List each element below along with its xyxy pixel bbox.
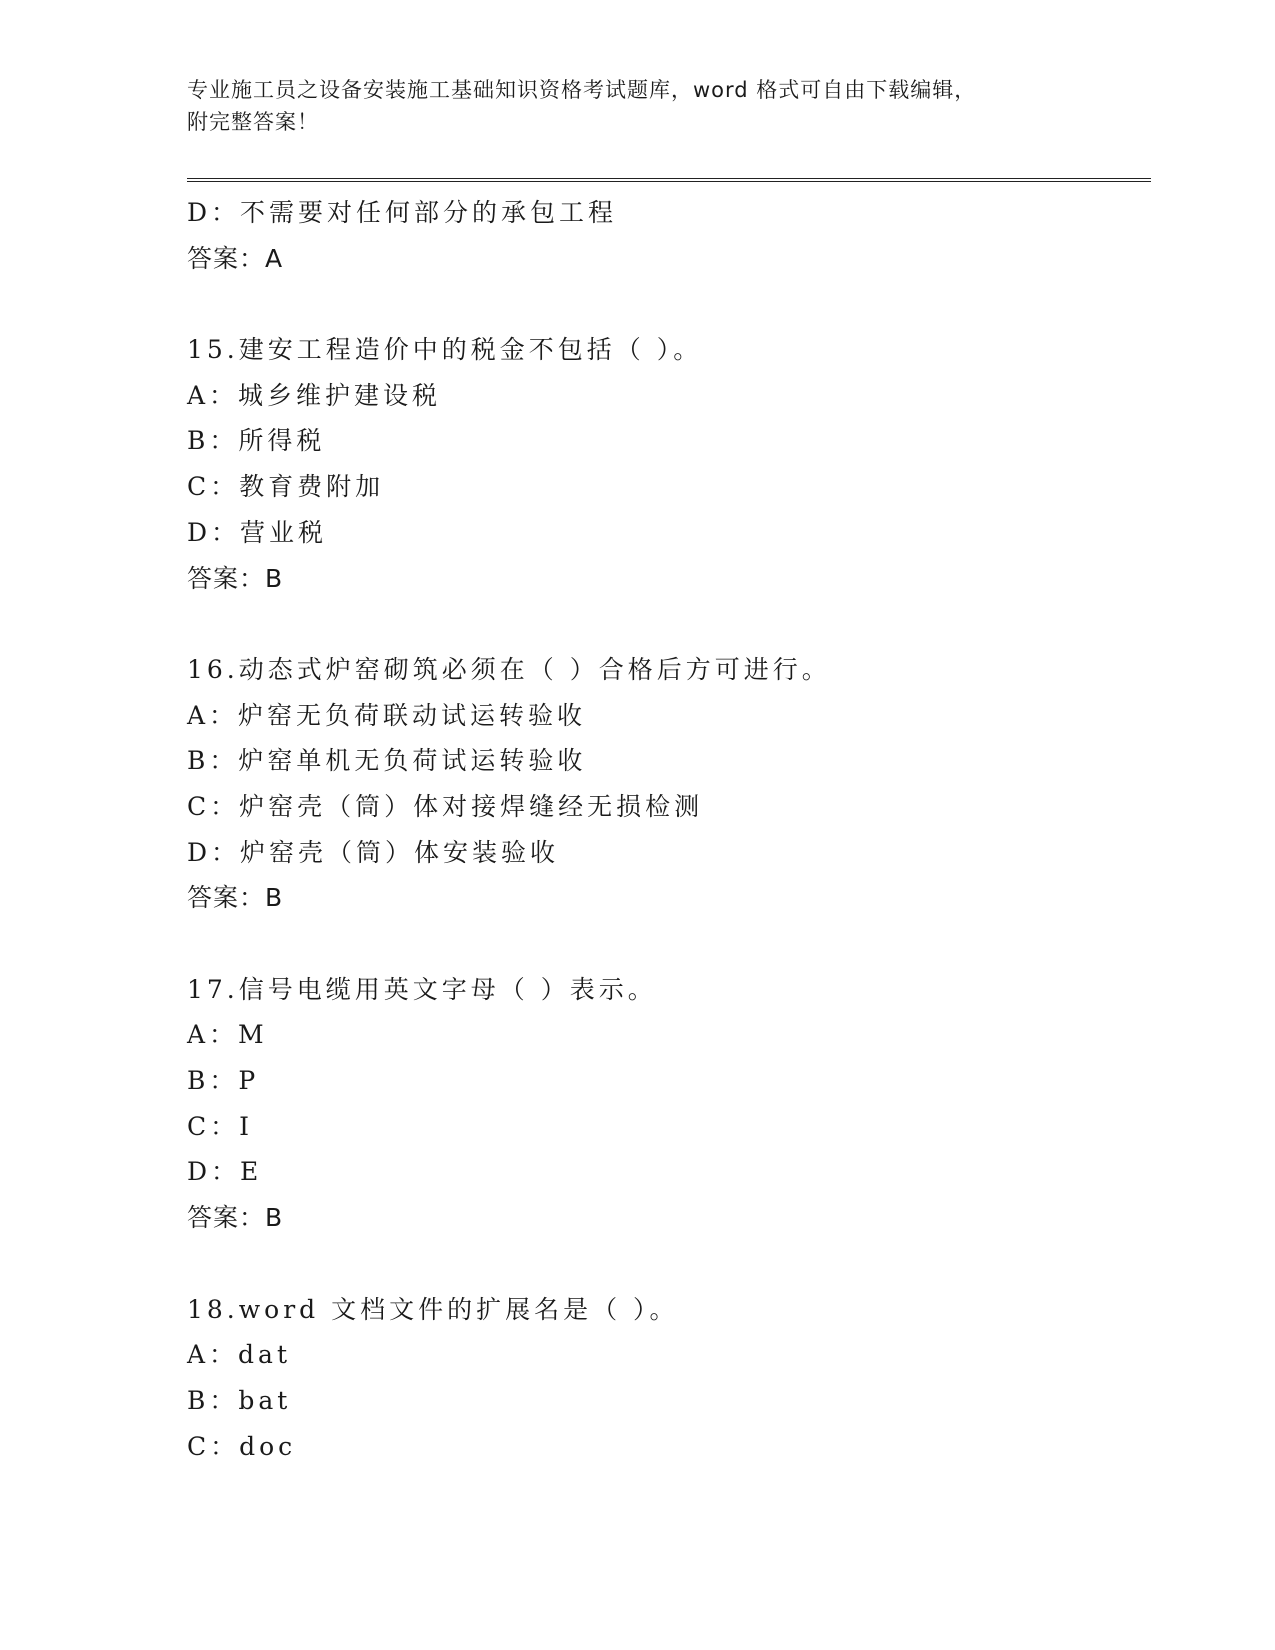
question-17-answer: 答案：B bbox=[187, 1203, 284, 1233]
question-17-stem: 17.信号电缆用英文字母（ ）表示。 bbox=[187, 974, 657, 1004]
option-d-continued: D：不需要对任何部分的承包工程 bbox=[187, 198, 618, 227]
spacer bbox=[187, 921, 1147, 967]
header-divider bbox=[187, 178, 1151, 182]
spacer bbox=[187, 601, 1147, 647]
header-line-2: 附完整答案！ bbox=[187, 110, 319, 134]
answer-14: 答案：A bbox=[187, 243, 284, 273]
question-16-answer: 答案：B bbox=[187, 883, 284, 913]
document-header bbox=[187, 74, 1087, 138]
question-list bbox=[187, 190, 1147, 1469]
question-15-option-d: D：营业税 bbox=[187, 517, 328, 547]
question-17-option-c: C：I bbox=[187, 1111, 254, 1141]
question-15-stem: 15.建安工程造价中的税金不包括（ ）。 bbox=[187, 335, 703, 365]
question-18-option-c: C：doc bbox=[187, 1431, 297, 1461]
question-15-option-c: C：教育费附加 bbox=[187, 472, 385, 502]
question-16-option-a: A：炉窑无负荷联动试运转验收 bbox=[187, 700, 587, 730]
question-17-option-a: A：M bbox=[187, 1020, 268, 1050]
question-15-option-a: A：城乡维护建设税 bbox=[187, 380, 442, 410]
question-15-answer: 答案：B bbox=[187, 563, 284, 593]
question-18-option-a: A：dat bbox=[187, 1340, 292, 1370]
spacer bbox=[187, 281, 1147, 327]
question-17-option-b: B：P bbox=[187, 1066, 260, 1096]
spacer bbox=[187, 1241, 1147, 1287]
question-18-stem: 18.word 文档文件的扩展名是（ ）。 bbox=[187, 1294, 679, 1324]
question-18-option-b: B：bat bbox=[187, 1385, 292, 1415]
question-15-option-b: B：所得税 bbox=[187, 426, 326, 456]
header-line-1: 专业施工员之设备安装施工基础知识资格考试题库，word 格式可自由下载编辑， bbox=[187, 78, 977, 102]
question-16-stem: 16.动态式炉窑砌筑必须在（ ）合格后方可进行。 bbox=[187, 654, 831, 684]
question-16-option-d: D：炉窑壳（筒）体安装验收 bbox=[187, 837, 560, 867]
question-16-option-c: C：炉窑壳（筒）体对接焊缝经无损检测 bbox=[187, 791, 704, 821]
question-17-option-d: D：E bbox=[187, 1157, 263, 1187]
question-16-option-b: B：炉窑单机无负荷试运转验收 bbox=[187, 746, 587, 776]
